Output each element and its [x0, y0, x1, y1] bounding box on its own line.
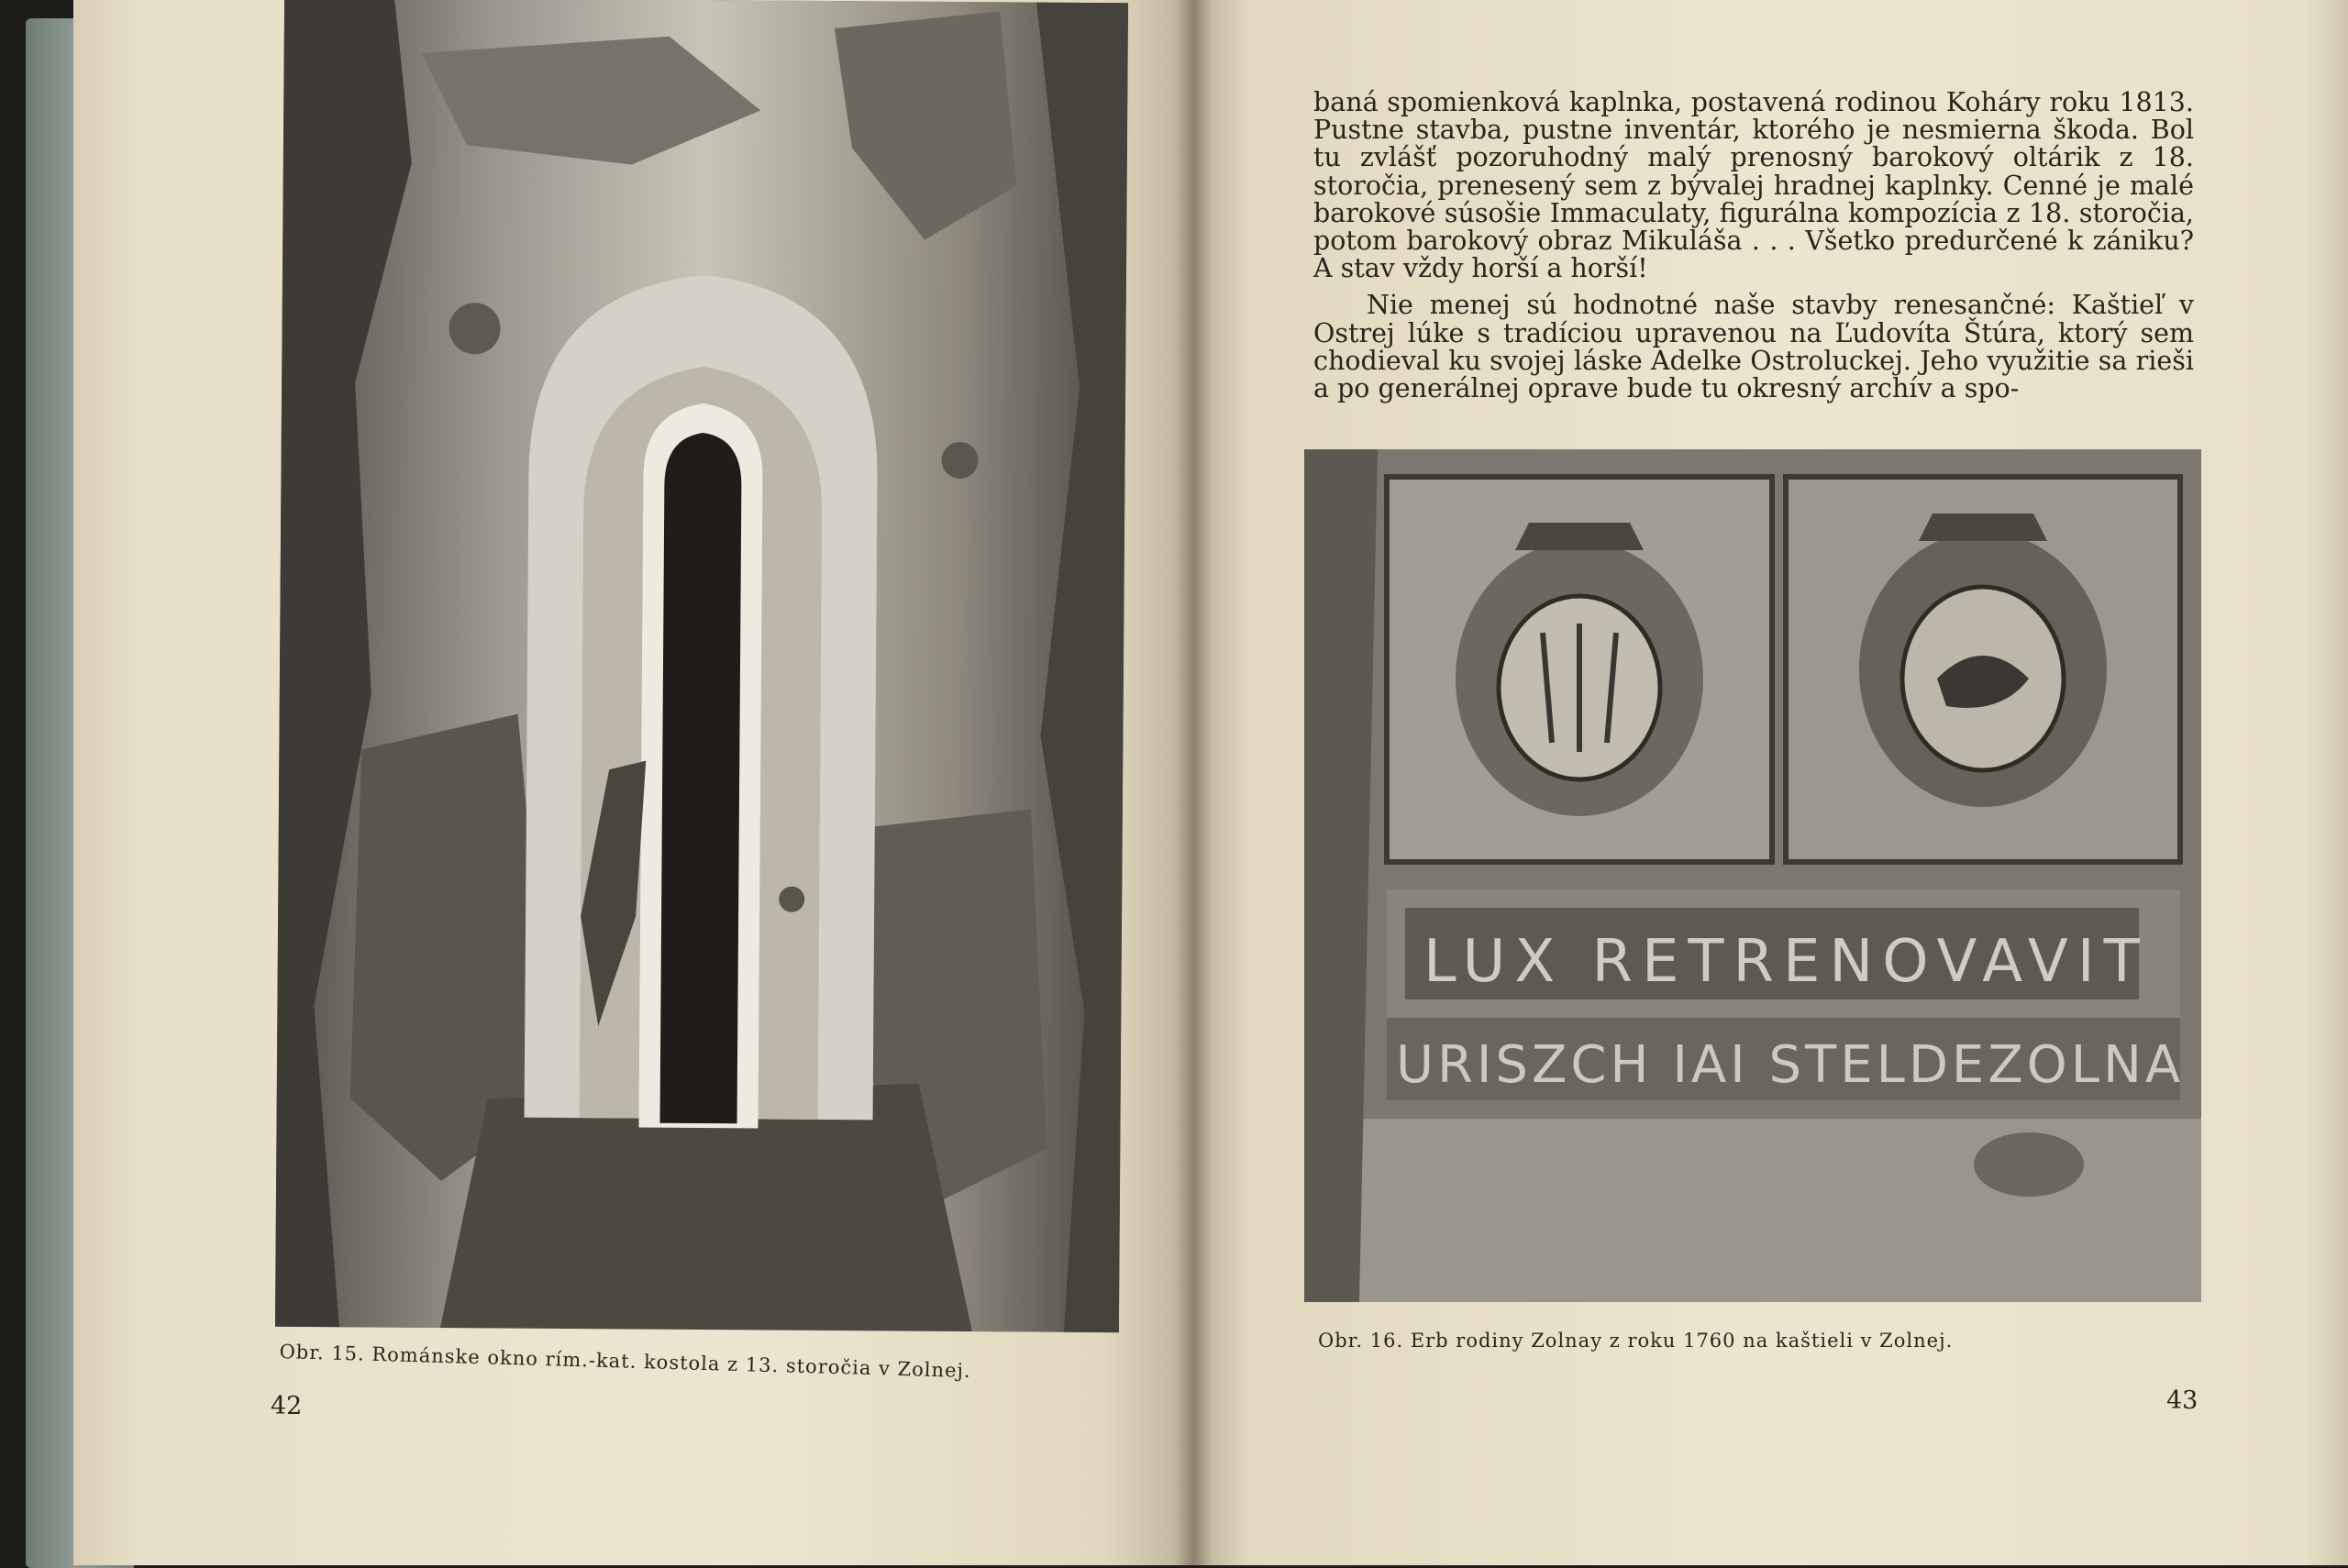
paragraph-1: baná spomienková kaplnka, postavená rodinou Koháry roku 1813. Pustne stavba, pustne inventár, ktorého je nesmierna škoda. Bol tu zvlášť pozoruhodný malý prenosný barokový oltárik z 18. storočia, prenesený sem z bývalej hradnej kaplnky. Cenné je malé barokové súsošie Immaculaty, figurálna kompozícia z 18. storočia, potom barokový obraz Mikuláša . . . Všetko predurčené k zániku? A stav vždy horší a horší!: [1313, 87, 2194, 284]
inscription-line-2: URISZCH IAI STELDEZOLNA: [1396, 1035, 2185, 1095]
book-gutter: [1174, 0, 1213, 1565]
right-page-text: [1313, 89, 2194, 403]
paragraph-2: Nie menej sú hodnotné naše stavby renesančné: Kaštieľ v Ostrej lúke s tradíciou upravenou na Ľudovíta Štúra, ktorý sem chodieval ku svojej láske Adelke Ostroluckej. Jeho využitie sa rieši a po generálnej oprave bude tu okresný archív a spo-: [1313, 290, 2194, 404]
figure-15-romanesque-window-photo: [275, 0, 1128, 1332]
figure-16-caption: Obr. 16. Erb rodiny Zolnay z roku 1760 na kaštieli v Zolnej.: [1318, 1330, 1954, 1352]
inscription-line-1: LUX RETRENOVAVIT: [1423, 928, 2149, 996]
page-number-left: 42: [271, 1392, 303, 1420]
figure-15-caption: Obr. 15. Románske okno rím.-kat. kostola z 13. storočia v Zolnej.: [279, 1341, 972, 1383]
page-number-right: 43: [2166, 1386, 2198, 1415]
figure-16-coat-of-arms-photo: [1304, 449, 2201, 1302]
